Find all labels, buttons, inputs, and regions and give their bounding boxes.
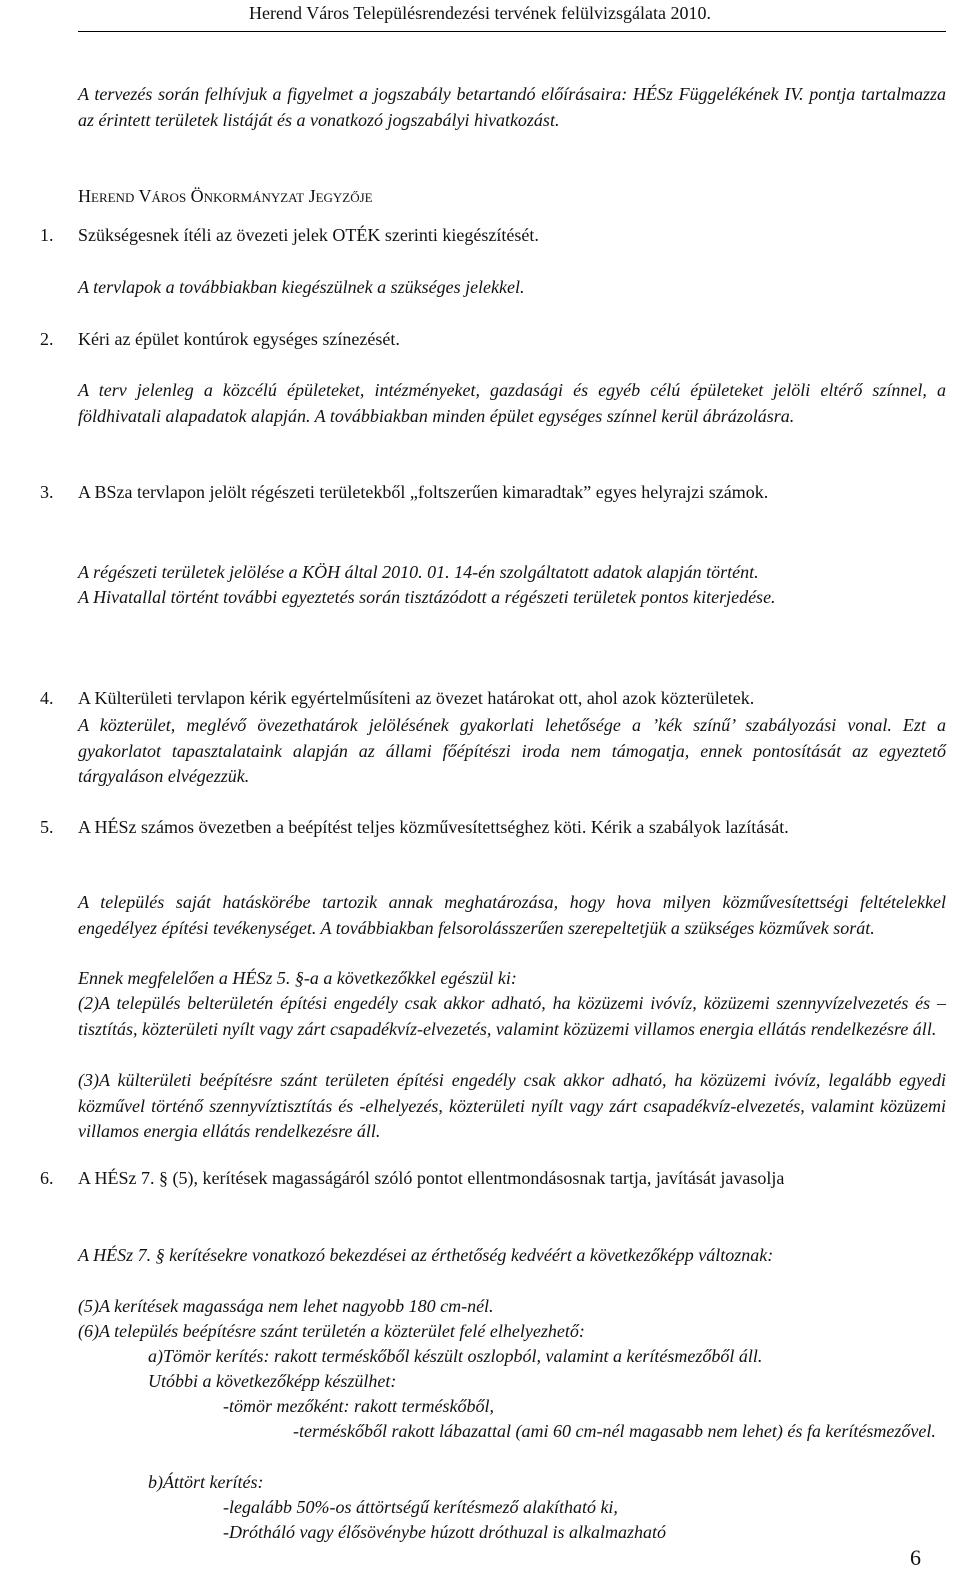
item-sub-a: a)Tömör kerítés: rakott terméskőből készült oszlopból, valamint a kerítésmezőből áll. xyxy=(148,1346,763,1366)
item-response: A település saját hatáskörébe tartozik annak meghatározása, hogy hova milyen közművesítettségi feltételekkel engedélyez építési tevékenységet. A továbbiakban felsorolásszerűen szerepeltetjük a szükséges közművek sorát. xyxy=(78,892,946,938)
item-sub-b-dash: -Drótháló vagy élősövénybe húzott dróthuzal is alkalmazható xyxy=(223,1522,666,1542)
page-number: 6 xyxy=(910,1545,921,1570)
header-rule xyxy=(78,31,946,32)
section-title: Herend Város Önkormányzat Jegyzője xyxy=(78,186,373,206)
item-text: Kéri az épület kontúrok egységes színezését. xyxy=(78,329,400,349)
item-text: A HÉSz 7. § (5), kerítések magasságáról szóló pontot ellentmondásosnak tartja, javítását javasolja xyxy=(78,1168,785,1188)
item-text: Szükségesnek ítéli az övezeti jelek OTÉK szerinti kiegészítését. xyxy=(78,225,539,245)
item-response: (6)A település beépítésre szánt területén a közterület felé elhelyezhető: xyxy=(78,1321,585,1341)
item-text: A BSza tervlapon jelölt régészeti területekből „foltszerűen kimaradtak” egyes helyrajzi számok. xyxy=(78,482,769,502)
item-response: A terv jelenleg a közcélú épületeket, intézményeket, gazdasági és egyéb célú épületeket jelöli eltérő színnel, a földhivatali alapadatok alapján. A továbbiakban minden épület egységes színnel kerül ábrázolásra. xyxy=(78,380,946,426)
item-number: 4. xyxy=(40,688,54,708)
running-header: Herend Város Településrendezési tervének felülvizsgálata 2010. xyxy=(249,3,711,23)
item-response: A régészeti területek jelölése a KÖH által 2010. 01. 14-én szolgáltatott adatok alapján történt. xyxy=(78,562,759,582)
item-number: 5. xyxy=(40,817,54,837)
item-response: A Hivatallal történt további egyeztetés során tisztázódott a régészeti területek pontos kiterjedése. xyxy=(78,587,776,607)
item-response: (2)A település belterületén építési engedély csak akkor adható, ha közüzemi ivóvíz, közüzemi szennyvízelvezetés és –tisztítás, közterületi nyílt vagy zárt csapadékvíz-elvezetés, valamint közüzemi villamos energia ellátás rendelkezésre áll. xyxy=(78,993,946,1039)
item-sub-a: Utóbbi a következőképp készülhet: xyxy=(148,1371,397,1391)
item-number: 1. xyxy=(40,225,54,245)
item-sub-b: b)Áttört kerítés: xyxy=(148,1472,264,1492)
item-number: 3. xyxy=(40,482,54,502)
intro-paragraph: A tervezés során felhívjuk a figyelmet a jogszabály betartandó előírásaira: HÉSz Függelékének IV. pontja tartalmazza az érintett területek listáját és a vonatkozó jogszabályi hivatkozást. xyxy=(78,84,946,130)
item-text: A HÉSz számos övezetben a beépítést teljes közművesítettséghez köti. Kérik a szabályok lazítását. xyxy=(78,817,789,837)
item-sub-a-dash: -tömör mezőként: rakott terméskőből, xyxy=(223,1396,494,1416)
item-response: A tervlapok a továbbiakban kiegészülnek a szükséges jelekkel. xyxy=(78,277,525,297)
item-response: (5)A kerítések magassága nem lehet nagyobb 180 cm-nél. xyxy=(78,1296,494,1316)
item-response: (3)A külterületi beépítésre szánt területen építési engedély csak akkor adható, ha közüzemi ivóvíz, legalább egyedi közművel történő szennyvíztisztítás és -elhelyezés, közterületi nyílt vagy zárt csapadékvíz-elvezetés, valamint közüzemi villamos energia ellátás rendelkezésre áll. xyxy=(78,1070,946,1141)
item-response: A HÉSz 7. § kerítésekre vonatkozó bekezdései az érthetőség kedvéért a következőképp változnak: xyxy=(78,1245,774,1265)
item-sub-a-dash: -terméskőből rakott lábazattal (ami 60 cm-nél magasabb nem lehet) és fa kerítésmezővel. xyxy=(293,1421,936,1441)
item-response: A közterület, meglévő övezethatárok jelölésének gyakorlati lehetősége a ’kék színű’ szabályozási vonal. Ezt a gyakorlatot tapasztalataink alapján az állami főépítészi iroda nem támogatja, ennek pontosítását az egyeztető tárgyaláson elvégezzük. xyxy=(78,715,946,786)
item-number: 2. xyxy=(40,329,54,349)
item-sub-b-dash: -legalább 50%-os áttörtségű kerítésmező alakítható ki, xyxy=(223,1497,618,1517)
item-text: A Külterületi tervlapon kérik egyértelműsíteni az övezet határokat ott, ahol azok közterületek. xyxy=(78,688,755,708)
item-number: 6. xyxy=(40,1168,54,1188)
item-response: Ennek megfelelően a HÉSz 5. §-a a következőkkel egészül ki: xyxy=(78,968,517,988)
